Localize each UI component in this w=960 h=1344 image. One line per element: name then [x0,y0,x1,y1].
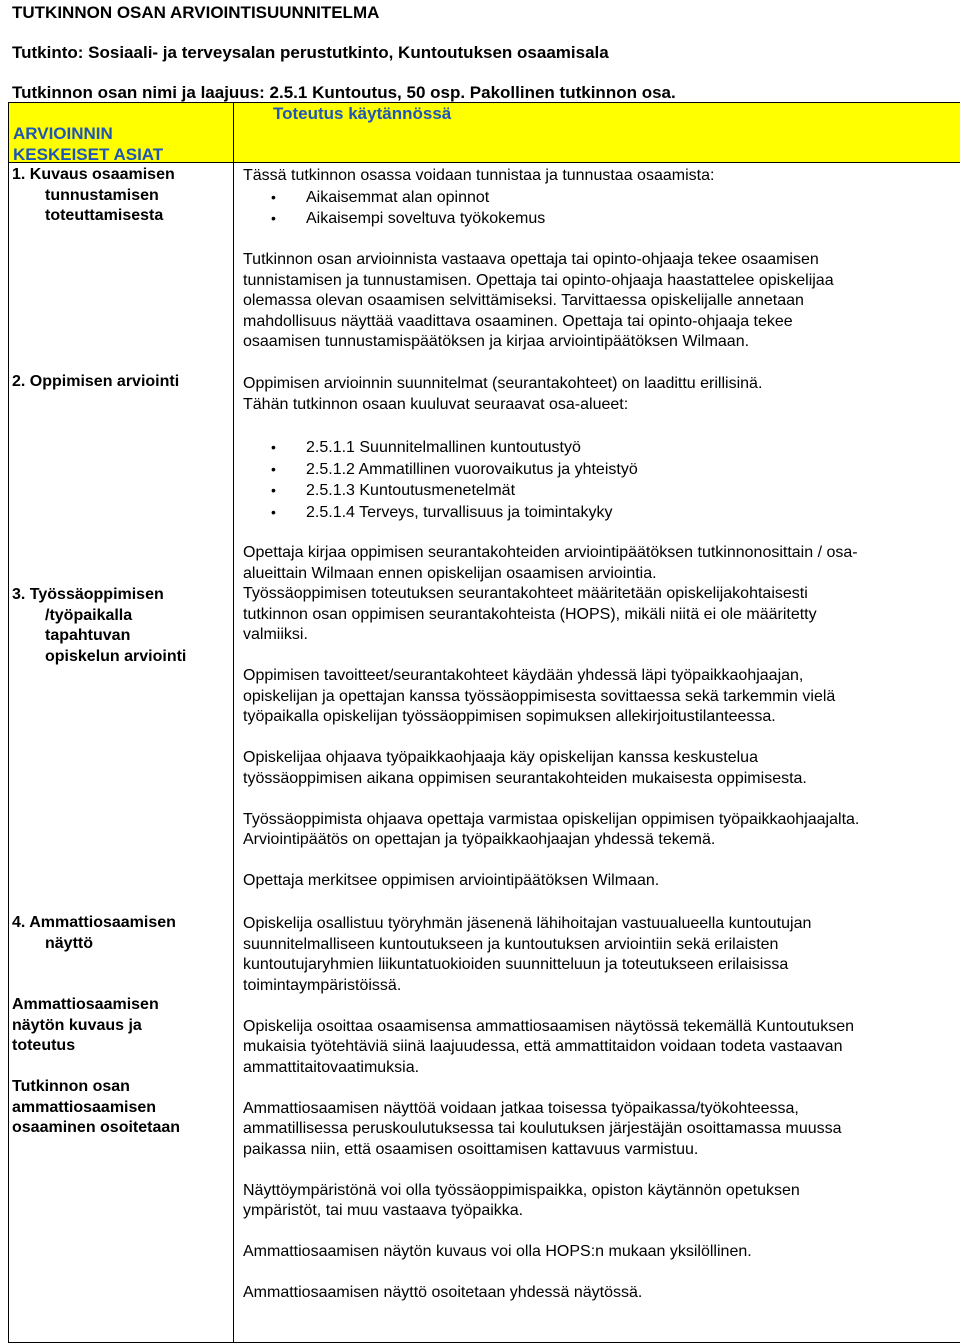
text-line: Opiskelijaa ohjaava työpaikkaohjaaja käy opiskelijan kanssa keskustelua [243,749,758,766]
section3-paragraph [243,748,943,789]
text-line: Työssäoppimisen toteutuksen seurantakohteet määritetään opiskelijakohtaisesti [243,585,808,602]
degree-line: Tutkinto: Sosiaali- ja terveysalan perustutkinto, Kuntoutuksen osaamisala [12,43,609,62]
column-header-right: Toteutus käytännössä [273,104,452,123]
section2-outro [243,543,943,584]
section3-label [12,585,222,667]
section3-paragraph [243,871,943,892]
section1-label [12,165,222,227]
text-line: suunnitelmalliseen kuntoutukseen ja kuntoutuksen arviointiin sekä erilaisten [243,935,779,953]
text-line: työssäoppimisen aikana oppimisen seurantakohteiden mukaisesta oppimisesta. [243,769,807,787]
text-line: Oppimisen tavoitteet/seurantakohteet käydään yhdessä läpi työpaikkaohjaajan, [243,667,804,684]
text-line: toimintaympäristöissä. [243,976,402,994]
section3-content [243,584,943,892]
section4-label-a-line2: näyttö [45,934,93,952]
section4-label-b-line2: näytön kuvaus ja [12,1016,142,1034]
text-line: Ammattiosaamisen näyttö osoitetaan yhdessä näytössä. [243,1284,643,1301]
section1-intro: Tässä tutkinnon osassa voidaan tunnistaa ja tunnustaa osaamista: [243,167,715,184]
text-line: paikassa niin, että osaamisen osoittamisen kattavuus varmistuu. [243,1140,699,1158]
column-divider [233,102,234,1342]
section1-label-line1-text: 1. Kuvaus osaamisen [12,166,175,183]
section4-paragraph [243,1283,943,1304]
section3-label-line1: 3. Työssäoppimisen [12,586,164,603]
section1-paragraph [243,250,943,353]
section2-content [243,374,943,584]
text-line: Opettaja merkitsee oppimisen arviointipäätöksen Wilmaan. [243,872,660,889]
text-line: mukaisia työtehtäviä siinä laajuudessa, että ammattitaidon voidaan todeta vastaavan [243,1038,843,1055]
section4-paragraph [243,914,943,996]
list-item: • Aikaisemmat alan opinnot [243,187,943,209]
text-line: Opiskelija osoittaa osaamisensa ammattiosaamisen näytössä tekemällä Kuntoutuksen [243,1017,854,1035]
section3-paragraph [243,666,943,728]
text-line: valmiiksi. [243,626,308,643]
list-item: • 2.5.1.2 Ammatillinen vuorovaikutus ja yhteistyö [243,459,943,481]
text-line: työpaikalla opiskelijan työssäoppimisen sopimuksen allekirjoitustilanteessa. [243,708,776,725]
section4-paragraph [243,1017,943,1079]
section1-content [243,166,943,353]
text-line: kuntoutujaryhmien liikuntatuokioiden suunnitteluun ja toteutukseen erilaisissa [243,956,789,973]
section3-paragraph [243,810,943,851]
table-header-row [9,102,960,163]
list-item: • 2.5.1.4 Terveys, turvallisuus ja toimintakyky [243,502,943,524]
text-line: tunnistamisen ja tunnustamisen. Opettaja tai opinto-ohjaaja haastattelee opiskelijaa [243,271,834,289]
text-line: Näyttöympäristönä voi olla työssäoppimispaikka, opiston käytännön opetuksen [243,1181,800,1199]
text-line: opiskelijan ja opettajan kanssa työssäoppimisesta sovittaessa sekä tarkemmin vielä [243,687,836,705]
section1-label-line1 [12,165,222,186]
section4-paragraph [243,1242,943,1263]
section2-bullet-list [243,437,943,523]
column-header-left [13,123,163,165]
text-line: Ammattiosaamisen näyttöä voidaan jatkaa toisessa työpaikassa/työkohteessa, [243,1099,799,1117]
text-line: tutkinnon osan oppimisen seurantakohteista (HOPS), mikäli niitä ei ole määritetty [243,605,817,623]
column-header-left-line2: KESKEISET ASIAT [13,145,164,164]
section4-label [12,913,222,1139]
section1-bullet-list [243,187,943,230]
section3-label-line4: opiskelun arviointi [45,647,187,665]
list-item: • Aikaisempi soveltuva työkokemus [243,208,943,230]
section4-label-c-line1: Tutkinnon osan [12,1078,130,1095]
section4-label-c-line2: ammattiosaamisen [12,1098,157,1116]
section4-label-c-line3: osaaminen osoitetaan [12,1119,181,1136]
list-item: • 2.5.1.3 Kuntoutusmenetelmät [243,480,943,502]
text-line: olemassa olevan osaamisen selvittämiseksi. Tarvittaessa opiskelijalle annetaan [243,292,804,309]
text-line: alueittain Wilmaan ennen opiskelijan osaamisen arviointia. [243,564,657,582]
text-line: Ammattiosaamisen näytön kuvaus voi olla HOPS:n mukaan yksilöllinen. [243,1243,752,1260]
section4-label-b-line1: Ammattiosaamisen [12,996,159,1013]
text-line: Tutkinnon osan arvioinnista vastaava opettaja tai opinto-ohjaaja tekee osaamisen [243,251,819,268]
section4-paragraph [243,1181,943,1222]
text-line: mahdollisuus näyttää vaadittava osaaminen. Opettaja tai opinto-ohjaaja tekee [243,312,793,330]
text-line: osaamisen tunnustamispäätöksen ja kirjaa arviointipäätöksen Wilmaan. [243,333,750,350]
section3-paragraph [243,584,943,646]
section2-intro [243,374,943,415]
text-line: Arviointipäätös on opettajan ja työpaikkaohjaajan yhdessä tekemä. [243,831,716,848]
text-line: ammattitaitovaatimuksia. [243,1058,420,1076]
section1-label-line2: tunnustamisen [45,186,159,204]
section4-content [243,914,943,1304]
text-line: ammatillisessa peruskoulutuksessa tai koulutuksen järjestäjän osoittamassa muussa [243,1120,842,1137]
section4-paragraph [243,1099,943,1161]
text-line: Oppimisen arvioinnin suunnitelmat (seurantakohteet) on laadittu erillisinä. [243,375,763,392]
section4-label-a-line1: 4. Ammattiosaamisen [12,914,176,931]
section3-label-line3: tapahtuvan [45,627,131,644]
section3-label-line2: /työpaikalla [45,606,133,624]
document-title: TUTKINNON OSAN ARVIOINTISUUNNITELMA [12,3,380,22]
list-item: • 2.5.1.1 Suunnitelmallinen kuntoutustyö [243,437,943,459]
text-line: Opettaja kirjaa oppimisen seurantakohteiden arviointipäätöksen tutkinnonosittain / osa- [243,544,858,561]
text-line: Työssäoppimista ohjaava opettaja varmistaa opiskelijan oppimisen työpaikkaohjaajalta. [243,810,860,828]
text-line: ympäristöt, tai muu vastaava työpaikka. [243,1202,524,1219]
section2-label: 2. Oppimisen arviointi [12,373,180,390]
section1-label-line3: toteuttamisesta [45,207,164,224]
column-header-left-line1: ARVIOINNIN [13,124,113,143]
section4-label-b-line3: toteutus [12,1037,76,1054]
text-line: Tähän tutkinnon osaan kuuluvat seuraavat osa-alueet: [243,395,629,413]
text-line: Opiskelija osallistuu työryhmän jäsenenä lähihoitajan vastuualueella kuntoutujan [243,915,812,932]
module-line: Tutkinnon osan nimi ja laajuus: 2.5.1 Kuntoutus, 50 osp. Pakollinen tutkinnon osa. [12,83,676,102]
